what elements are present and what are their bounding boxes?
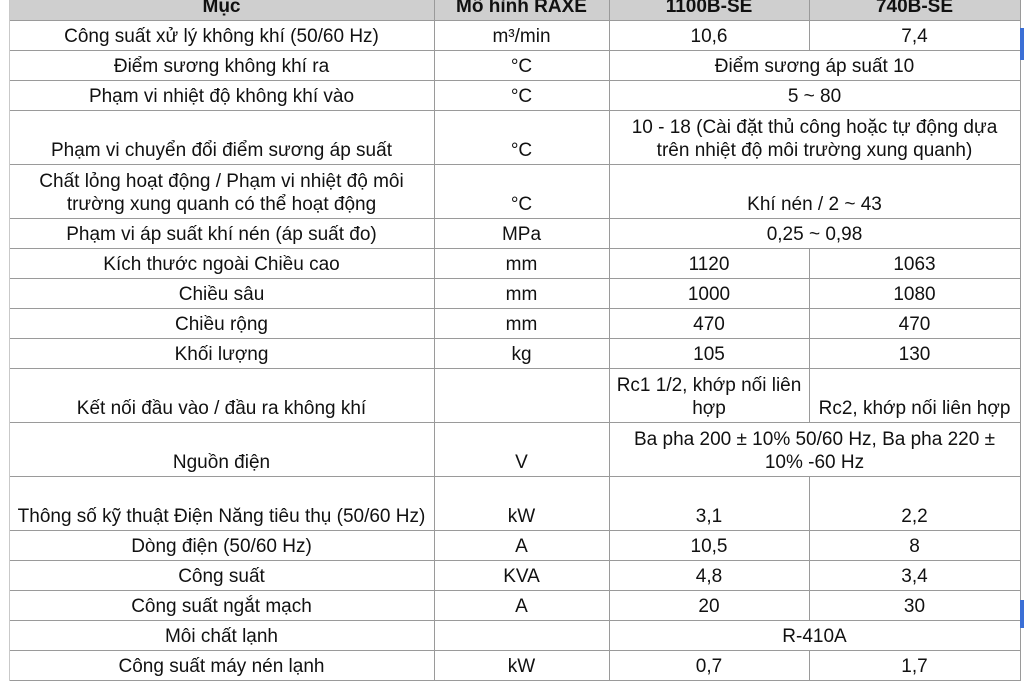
table-row bbox=[0, 621, 1020, 651]
header-item[interactable]: Mục bbox=[9, 0, 434, 21]
table-row bbox=[0, 279, 1020, 309]
cell-740b[interactable]: 470 bbox=[809, 309, 1020, 339]
cell-item[interactable]: Chiều sâu bbox=[9, 279, 434, 309]
cell-unit[interactable]: V bbox=[434, 423, 609, 477]
cell-unit[interactable]: °C bbox=[434, 81, 609, 111]
table-row bbox=[0, 477, 1020, 531]
cell-1100b[interactable]: 3,1 bbox=[609, 477, 809, 531]
cell-unit[interactable]: A bbox=[434, 531, 609, 561]
table-row bbox=[0, 561, 1020, 591]
cell-1100b[interactable]: 1000 bbox=[609, 279, 809, 309]
cell-unit[interactable]: mm bbox=[434, 309, 609, 339]
table-row bbox=[0, 369, 1020, 423]
cell-unit[interactable]: KVA bbox=[434, 561, 609, 591]
cell-unit[interactable]: m³/min bbox=[434, 21, 609, 51]
table-row bbox=[0, 651, 1020, 681]
cell-item[interactable]: Chất lỏng hoạt động / Phạm vi nhiệt độ môi trường xung quanh có thể hoạt động bbox=[9, 165, 434, 219]
cell-740b[interactable]: 130 bbox=[809, 339, 1020, 369]
table-row bbox=[0, 591, 1020, 621]
cell-unit[interactable] bbox=[434, 621, 609, 651]
cell-merged[interactable]: 5 ~ 80 bbox=[609, 81, 1020, 111]
header-1100b[interactable]: 1100B-SE bbox=[609, 0, 809, 21]
selection-marker[interactable] bbox=[1020, 600, 1024, 628]
cell-unit[interactable]: mm bbox=[434, 279, 609, 309]
cell-item[interactable]: Nguồn điện bbox=[9, 423, 434, 477]
cell-740b[interactable]: 1,7 bbox=[809, 651, 1020, 681]
cell-1100b[interactable]: 4,8 bbox=[609, 561, 809, 591]
table-row bbox=[0, 165, 1020, 219]
cell-unit[interactable]: °C bbox=[434, 111, 609, 165]
cell-unit[interactable] bbox=[434, 369, 609, 423]
row-gutter bbox=[0, 0, 9, 21]
table-row bbox=[0, 339, 1020, 369]
cell-740b[interactable]: 30 bbox=[809, 591, 1020, 621]
cell-unit[interactable]: mm bbox=[434, 249, 609, 279]
cell-740b[interactable]: 8 bbox=[809, 531, 1020, 561]
cell-merged[interactable]: R-410A bbox=[609, 621, 1020, 651]
cell-item[interactable]: Phạm vi áp suất khí nén (áp suất đo) bbox=[9, 219, 434, 249]
cell-item[interactable]: Công suất máy nén lạnh bbox=[9, 651, 434, 681]
header-740b[interactable]: 740B-SE bbox=[809, 0, 1020, 21]
cell-740b[interactable]: 1063 bbox=[809, 249, 1020, 279]
cell-item[interactable]: Dòng điện (50/60 Hz) bbox=[9, 531, 434, 561]
cell-1100b[interactable]: 10,5 bbox=[609, 531, 809, 561]
cell-1100b[interactable]: 0,7 bbox=[609, 651, 809, 681]
cell-item[interactable]: Điểm sương không khí ra bbox=[9, 51, 434, 81]
cell-item[interactable]: Phạm vi nhiệt độ không khí vào bbox=[9, 81, 434, 111]
header-model[interactable]: Mô hình RAXE bbox=[434, 0, 609, 21]
header-row bbox=[0, 0, 1020, 21]
cell-740b[interactable]: 2,2 bbox=[809, 477, 1020, 531]
table-row bbox=[0, 51, 1020, 81]
cell-unit[interactable]: kg bbox=[434, 339, 609, 369]
table-row bbox=[0, 111, 1020, 165]
cell-unit[interactable]: kW bbox=[434, 651, 609, 681]
cell-740b[interactable]: Rc2, khớp nối liên hợp bbox=[809, 369, 1020, 423]
table-row bbox=[0, 423, 1020, 477]
cell-merged[interactable]: Khí nén / 2 ~ 43 bbox=[609, 165, 1020, 219]
cell-item[interactable]: Công suất bbox=[9, 561, 434, 591]
cell-item[interactable]: Công suất ngắt mạch bbox=[9, 591, 434, 621]
table-row bbox=[0, 219, 1020, 249]
cell-740b[interactable]: 3,4 bbox=[809, 561, 1020, 591]
cell-1100b[interactable]: Rc1 1/2, khớp nối liên hợp bbox=[609, 369, 809, 423]
cell-item[interactable]: Kết nối đầu vào / đầu ra không khí bbox=[9, 369, 434, 423]
cell-merged[interactable]: 10 - 18 (Cài đặt thủ công hoặc tự động dựa trên nhiệt độ môi trường xung quanh) bbox=[609, 111, 1020, 165]
cell-1100b[interactable]: 1120 bbox=[609, 249, 809, 279]
cell-item[interactable]: Chiều rộng bbox=[9, 309, 434, 339]
cell-740b[interactable]: 1080 bbox=[809, 279, 1020, 309]
table-row bbox=[0, 81, 1020, 111]
cell-1100b[interactable]: 105 bbox=[609, 339, 809, 369]
cell-merged[interactable]: Ba pha 200 ± 10% 50/60 Hz, Ba pha 220 ± 10% -60 Hz bbox=[609, 423, 1020, 477]
cell-unit[interactable]: °C bbox=[434, 51, 609, 81]
table-row bbox=[0, 21, 1020, 51]
cell-merged[interactable]: 0,25 ~ 0,98 bbox=[609, 219, 1020, 249]
cell-1100b[interactable]: 20 bbox=[609, 591, 809, 621]
table-row bbox=[0, 531, 1020, 561]
cell-740b[interactable]: 7,4 bbox=[809, 21, 1020, 51]
cell-unit[interactable]: kW bbox=[434, 477, 609, 531]
cell-unit[interactable]: °C bbox=[434, 165, 609, 219]
cell-unit[interactable]: A bbox=[434, 591, 609, 621]
cell-item[interactable]: Công suất xử lý không khí (50/60 Hz) bbox=[9, 21, 434, 51]
cell-item[interactable]: Kích thước ngoài Chiều cao bbox=[9, 249, 434, 279]
table-row bbox=[0, 249, 1020, 279]
cell-item[interactable]: Môi chất lạnh bbox=[9, 621, 434, 651]
cell-1100b[interactable]: 10,6 bbox=[609, 21, 809, 51]
selection-marker[interactable] bbox=[1020, 28, 1024, 60]
cell-merged[interactable]: Điểm sương áp suất 10 bbox=[609, 51, 1020, 81]
cell-item[interactable]: Phạm vi chuyển đổi điểm sương áp suất bbox=[9, 111, 434, 165]
cell-item[interactable]: Khối lượng bbox=[9, 339, 434, 369]
cell-1100b[interactable]: 470 bbox=[609, 309, 809, 339]
cell-item[interactable]: Thông số kỹ thuật Điện Năng tiêu thụ (50/60 Hz) bbox=[9, 477, 434, 531]
table-row bbox=[0, 309, 1020, 339]
cell-unit[interactable]: MPa bbox=[434, 219, 609, 249]
